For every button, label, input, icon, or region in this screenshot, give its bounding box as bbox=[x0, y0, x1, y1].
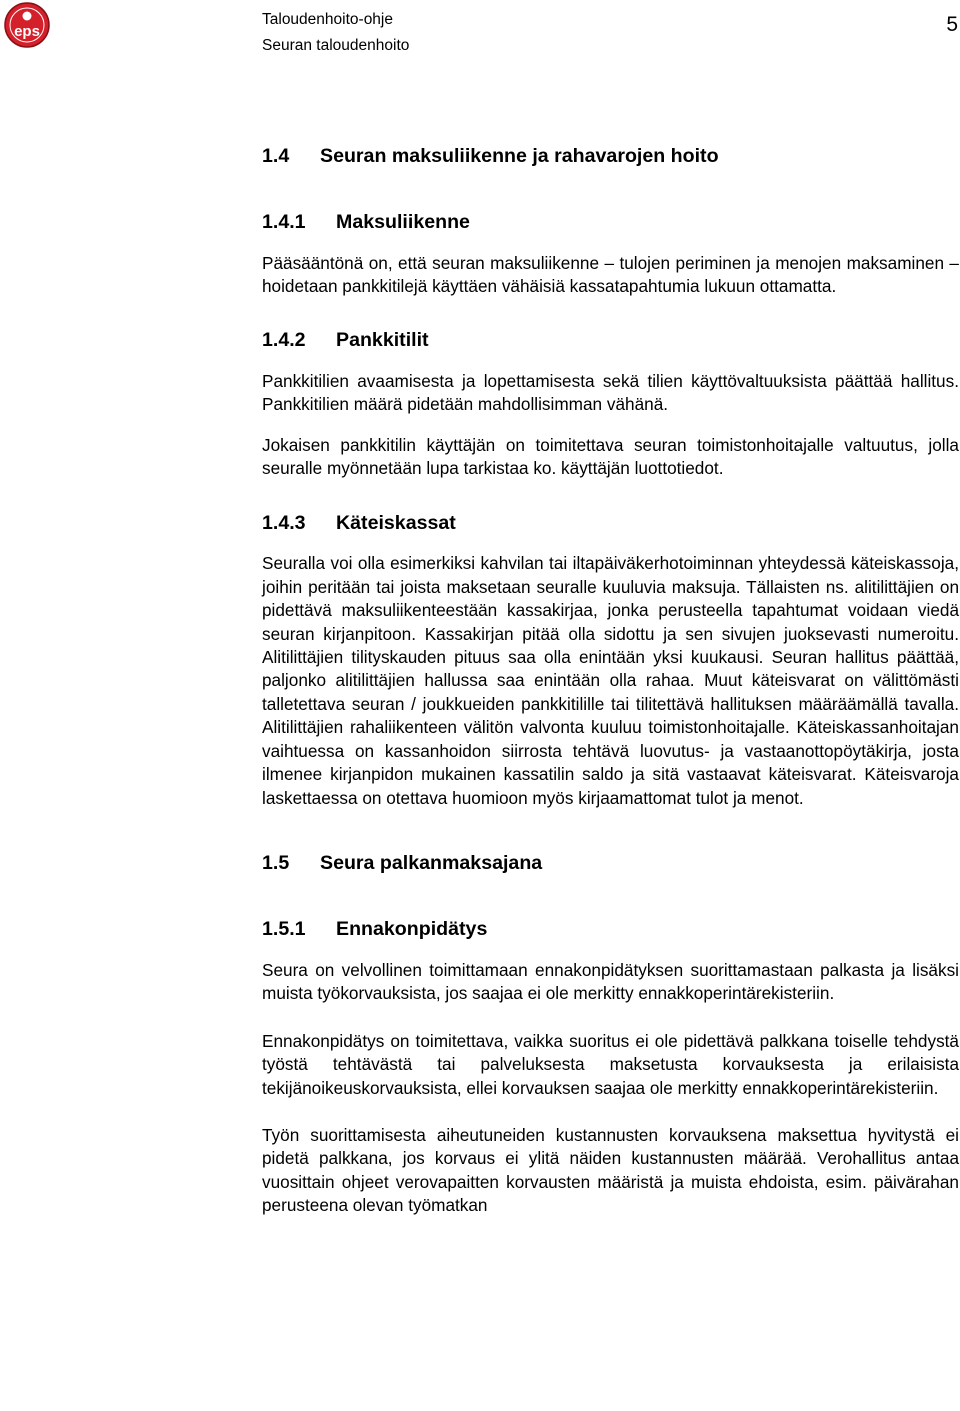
section-number: 1.5.1 bbox=[262, 917, 306, 940]
section-heading-1-5 bbox=[262, 850, 959, 876]
document-body bbox=[262, 140, 959, 1218]
section-heading-1-4-2 bbox=[262, 327, 959, 353]
section-title: Maksuliikenne bbox=[336, 211, 470, 233]
section-title: Seura palkanmaksajana bbox=[320, 851, 543, 874]
logo-text: eps bbox=[14, 23, 40, 40]
section-title: Seuran maksuliikenne ja rahavarojen hoito bbox=[320, 145, 719, 167]
section-heading-1-5-1 bbox=[262, 916, 959, 942]
document-title: Taloudenhoito-ohje bbox=[262, 11, 393, 28]
paragraph: Jokaisen pankkitilin käyttäjän on toimitettava seuran toimistonhoitajalle valtuutus, jolla seuralle myönnetään lupa tarkistaa ko. käyttäjän luottotiedot. bbox=[262, 434, 959, 479]
club-logo-graphic bbox=[4, 2, 50, 48]
section-number: 1.4.2 bbox=[262, 328, 306, 351]
section-number: 1.4 bbox=[262, 145, 290, 167]
section-number: 1.4.3 bbox=[262, 512, 306, 535]
page-number: 5 bbox=[946, 13, 958, 36]
section-title: Pankkitilit bbox=[336, 328, 429, 351]
paragraph: Seura on velvollinen toimittamaan ennakonpidätyksen suorittamastaan palkasta ja lisäksi muista työkorvauksista, jos saajaa ei ole merkitty ennakkoperintärekisteriin. bbox=[262, 959, 959, 1004]
document-subtitle: Seuran taloudenhoito bbox=[262, 37, 410, 54]
section-number: 1.5 bbox=[262, 851, 290, 874]
section-number: 1.4.1 bbox=[262, 211, 306, 233]
paragraph: Ennakonpidätys on toimitettava, vaikka suoritus ei ole pidettävä palkkana toiselle tehdystä työstä tehtävästä tai palveluksesta maksetusta korvauksesta ja erilaisista tekijänoikeuskorvauksista, ellei korvauksen saajaa ole merkitty ennakkoperintärekisteriin. bbox=[262, 1030, 959, 1098]
paragraph: Työn suorittamisesta aiheutuneiden kustannusten korvauksena maksettua hyvitystä ei pidetä palkkana, jos korvaus ei ylitä näiden kustannusten määrää. Verohallitus antaa vuosittain ohjeet verovapaitten korvausten määristä ja muista ehdoista, esim. päivärahan perusteena olevan työmatkan bbox=[262, 1124, 959, 1216]
club-logo bbox=[4, 2, 50, 48]
paragraph: Pääsääntönä on, että seuran maksuliikenne – tulojen periminen ja menojen maksaminen – hoidetaan pankkitilejä käyttäen vähäisiä kassatapahtumia lukuun ottamatta. bbox=[262, 253, 959, 297]
section-heading-1-4-3 bbox=[262, 510, 959, 536]
section-title: Ennakonpidätys bbox=[336, 917, 488, 940]
section-heading-1-4-1 bbox=[262, 209, 959, 235]
section-title: Käteiskassat bbox=[336, 512, 456, 535]
paragraph: Pankkitilien avaamisesta ja lopettamisesta sekä tilien käyttövaltuuksista päättää hallitus. Pankkitilien määrä pidetään mahdollisimman vähänä. bbox=[262, 370, 959, 415]
paragraph: Seuralla voi olla esimerkiksi kahvilan tai iltapäiväkerhotoiminnan yhteydessä käteiskassoja, joihin peritään tai joista maksetaan seuralle kuuluvia maksuja. Tällaisten ns. alitilittäjien on pidettävä maksuliikenteestään kassakirjaa, jonka perusteella tapahtumat voidaan viedä seuran kirjanpitoon. Kassakirjan pitää olla sidottu ja sen sivujen juoksevasti numeroitu. Alitilittäjien tilityskauden pituus saa olla enintään yksi kuukausi. Seuran hallitus päättää, paljonko alitilittäjien hallussa saa enintään olla rahaa. Muut käteisvarat on välittömästi talletettava seuran / joukkueiden pankkitilille tai tilitettävä hallituksen määräämällä tavalla. Alitilittäjien rahaliikenteen välitön valvonta kuuluu toimistonhoitajalle. Käteiskassanhoitajan vaihtuessa on kassanhoidon siirrosta tehtävä luovutus- ja vastaanottopöytäkirja, josta ilmenee kirjanpidon mukainen kassatilin saldo ja sitä vastaavat käteisvarat. Käteisvaroja laskettaessa on otettava huomioon myös kirjaamattomat tulot ja menot. bbox=[262, 553, 959, 808]
section-heading-1-4 bbox=[262, 143, 959, 169]
